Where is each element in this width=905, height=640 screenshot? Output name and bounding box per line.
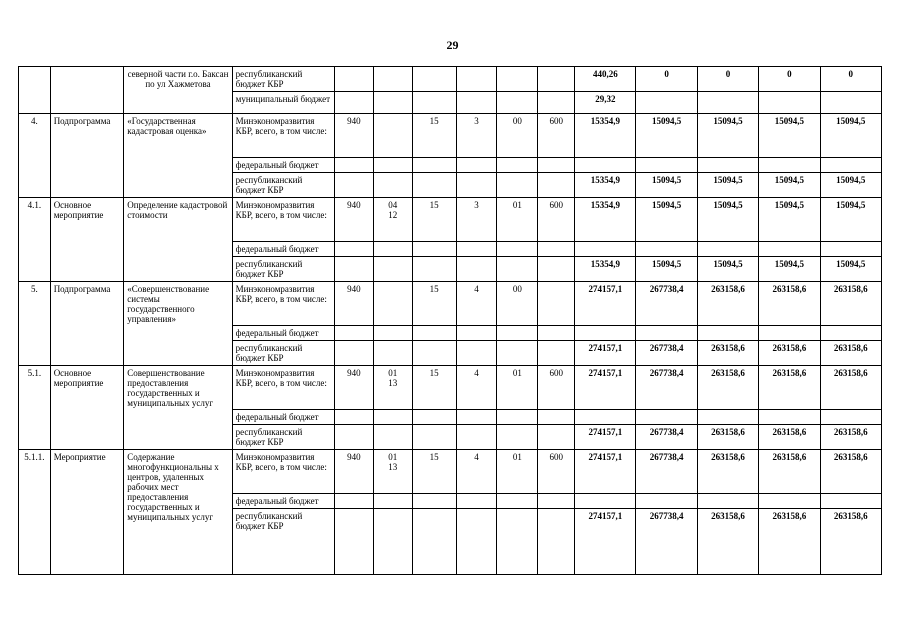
responsible-source: федеральный бюджет bbox=[232, 494, 334, 509]
table-row bbox=[19, 114, 882, 158]
year4-value bbox=[759, 494, 820, 509]
item-number: 5.1. bbox=[19, 366, 51, 450]
year2-value: 267738,4 bbox=[636, 282, 697, 326]
grbs-cell bbox=[334, 173, 373, 198]
responsible-source: республиканский бюджет КБР bbox=[232, 509, 334, 575]
year4-value: 263158,6 bbox=[759, 366, 820, 410]
year2-value: 15094,5 bbox=[636, 257, 697, 282]
om-cell bbox=[497, 509, 538, 575]
gp-cell bbox=[412, 341, 456, 366]
grbs-cell bbox=[334, 341, 373, 366]
budget-table bbox=[18, 66, 882, 575]
year4-value: 15094,5 bbox=[759, 173, 820, 198]
item-name: северной части г.о. Баксан по ул Хажметова bbox=[124, 67, 232, 114]
gp-cell bbox=[412, 173, 456, 198]
vr-cell: 600 bbox=[538, 366, 575, 410]
om-cell bbox=[497, 92, 538, 114]
year1-value bbox=[575, 410, 636, 425]
grbs-cell bbox=[334, 509, 373, 575]
responsible-source: федеральный бюджет bbox=[232, 242, 334, 257]
year5-value: 0 bbox=[820, 67, 881, 92]
year1-value: 15354,9 bbox=[575, 257, 636, 282]
year1-value: 274157,1 bbox=[575, 366, 636, 410]
page-number: 29 bbox=[446, 38, 459, 52]
year2-value bbox=[636, 158, 697, 173]
responsible-source: республиканский бюджет КБР bbox=[232, 341, 334, 366]
vr-cell bbox=[538, 282, 575, 326]
year5-value: 15094,5 bbox=[820, 173, 881, 198]
rzpr-cell bbox=[373, 341, 412, 366]
year3-value bbox=[697, 410, 758, 425]
year4-value bbox=[759, 158, 820, 173]
pgp-cell bbox=[456, 410, 497, 425]
table-row bbox=[19, 450, 882, 494]
rzpr-cell bbox=[373, 158, 412, 173]
year3-value bbox=[697, 242, 758, 257]
year2-value bbox=[636, 92, 697, 114]
pgp-cell bbox=[456, 67, 497, 92]
year3-value: 263158,6 bbox=[697, 366, 758, 410]
year1-value: 274157,1 bbox=[575, 341, 636, 366]
rzpr-cell bbox=[373, 114, 412, 158]
rzpr-cell: 04 12 bbox=[373, 198, 412, 242]
om-cell bbox=[497, 494, 538, 509]
year1-value bbox=[575, 326, 636, 341]
year1-value: 274157,1 bbox=[575, 450, 636, 494]
pgp-cell: 4 bbox=[456, 366, 497, 410]
item-type: Основное мероприятие bbox=[50, 198, 124, 282]
gp-cell bbox=[412, 425, 456, 450]
pgp-cell bbox=[456, 92, 497, 114]
year5-value: 15094,5 bbox=[820, 257, 881, 282]
pgp-cell bbox=[456, 425, 497, 450]
grbs-cell bbox=[334, 92, 373, 114]
year5-value: 263158,6 bbox=[820, 366, 881, 410]
table-row bbox=[19, 198, 882, 242]
vr-cell bbox=[538, 242, 575, 257]
year2-value: 267738,4 bbox=[636, 509, 697, 575]
responsible-source: республиканский бюджет КБР bbox=[232, 257, 334, 282]
year2-value bbox=[636, 326, 697, 341]
year2-value: 267738,4 bbox=[636, 450, 697, 494]
year2-value bbox=[636, 494, 697, 509]
vr-cell bbox=[538, 494, 575, 509]
rzpr-cell bbox=[373, 425, 412, 450]
pgp-cell bbox=[456, 326, 497, 341]
rzpr-cell bbox=[373, 67, 412, 92]
year1-value: 274157,1 bbox=[575, 425, 636, 450]
rzpr-cell bbox=[373, 509, 412, 575]
responsible-source: муниципальный бюджет bbox=[232, 92, 334, 114]
item-name: «Государственная кадастровая оценка» bbox=[124, 114, 232, 198]
year3-value: 263158,6 bbox=[697, 509, 758, 575]
grbs-cell bbox=[334, 158, 373, 173]
om-cell bbox=[497, 341, 538, 366]
gp-cell bbox=[412, 410, 456, 425]
year5-value bbox=[820, 242, 881, 257]
gp-cell: 15 bbox=[412, 450, 456, 494]
item-name: Совершенствование предоставления государственных и муниципальных услуг bbox=[124, 366, 232, 450]
om-cell bbox=[497, 158, 538, 173]
year5-value bbox=[820, 410, 881, 425]
gp-cell bbox=[412, 494, 456, 509]
year2-value bbox=[636, 410, 697, 425]
item-name: «Совершенствование системы государственного управления» bbox=[124, 282, 232, 366]
year1-value: 440,26 bbox=[575, 67, 636, 92]
year4-value: 263158,6 bbox=[759, 509, 820, 575]
responsible-source: Минэкономразвития КБР, всего, в том числе: bbox=[232, 114, 334, 158]
year5-value: 15094,5 bbox=[820, 114, 881, 158]
pgp-cell: 4 bbox=[456, 282, 497, 326]
year4-value bbox=[759, 92, 820, 114]
vr-cell: 600 bbox=[538, 450, 575, 494]
year3-value: 263158,6 bbox=[697, 425, 758, 450]
responsible-source: федеральный бюджет bbox=[232, 158, 334, 173]
gp-cell bbox=[412, 67, 456, 92]
grbs-cell: 940 bbox=[334, 282, 373, 326]
year1-value: 15354,9 bbox=[575, 114, 636, 158]
year5-value: 263158,6 bbox=[820, 282, 881, 326]
table-body bbox=[19, 67, 882, 575]
year4-value: 15094,5 bbox=[759, 257, 820, 282]
vr-cell: 600 bbox=[538, 198, 575, 242]
vr-cell bbox=[538, 425, 575, 450]
om-cell: 00 bbox=[497, 114, 538, 158]
responsible-source: Минэкономразвития КБР, всего, в том числе: bbox=[232, 366, 334, 410]
vr-cell bbox=[538, 326, 575, 341]
year3-value bbox=[697, 326, 758, 341]
year5-value bbox=[820, 92, 881, 114]
year3-value: 263158,6 bbox=[697, 282, 758, 326]
pgp-cell: 3 bbox=[456, 198, 497, 242]
responsible-source: республиканский бюджет КБР bbox=[232, 67, 334, 92]
item-type: Мероприятие bbox=[50, 450, 124, 575]
item-name: Определение кадастровой стоимости bbox=[124, 198, 232, 282]
year4-value: 263158,6 bbox=[759, 341, 820, 366]
om-cell bbox=[497, 326, 538, 341]
table-row bbox=[19, 282, 882, 326]
gp-cell bbox=[412, 257, 456, 282]
year2-value: 15094,5 bbox=[636, 173, 697, 198]
pgp-cell bbox=[456, 257, 497, 282]
year2-value: 15094,5 bbox=[636, 198, 697, 242]
pgp-cell bbox=[456, 242, 497, 257]
gp-cell: 15 bbox=[412, 198, 456, 242]
om-cell: 00 bbox=[497, 282, 538, 326]
item-type: Основное мероприятие bbox=[50, 366, 124, 450]
year3-value: 15094,5 bbox=[697, 257, 758, 282]
responsible-source: федеральный бюджет bbox=[232, 410, 334, 425]
year1-value: 29,32 bbox=[575, 92, 636, 114]
item-type: Подпрограмма bbox=[50, 114, 124, 198]
year1-value bbox=[575, 242, 636, 257]
year3-value: 263158,6 bbox=[697, 341, 758, 366]
grbs-cell: 940 bbox=[334, 366, 373, 410]
item-type: Подпрограмма bbox=[50, 282, 124, 366]
gp-cell bbox=[412, 92, 456, 114]
year4-value: 263158,6 bbox=[759, 425, 820, 450]
year5-value: 263158,6 bbox=[820, 425, 881, 450]
item-number: 5. bbox=[19, 282, 51, 366]
year4-value bbox=[759, 326, 820, 341]
year2-value: 267738,4 bbox=[636, 425, 697, 450]
grbs-cell bbox=[334, 494, 373, 509]
year4-value: 15094,5 bbox=[759, 114, 820, 158]
om-cell bbox=[497, 67, 538, 92]
rzpr-cell bbox=[373, 242, 412, 257]
responsible-source: Минэкономразвития КБР, всего, в том числе: bbox=[232, 450, 334, 494]
year1-value: 15354,9 bbox=[575, 198, 636, 242]
year2-value: 0 bbox=[636, 67, 697, 92]
year2-value: 267738,4 bbox=[636, 366, 697, 410]
item-number bbox=[19, 67, 51, 114]
grbs-cell bbox=[334, 425, 373, 450]
vr-cell bbox=[538, 509, 575, 575]
item-name: Содержание многофункциональны х центров, удаленных рабочих мест предоставления государственных и муниципальных услуг bbox=[124, 450, 232, 575]
gp-cell: 15 bbox=[412, 282, 456, 326]
grbs-cell: 940 bbox=[334, 114, 373, 158]
year5-value bbox=[820, 158, 881, 173]
om-cell bbox=[497, 257, 538, 282]
grbs-cell: 940 bbox=[334, 450, 373, 494]
om-cell bbox=[497, 173, 538, 198]
year4-value: 0 bbox=[759, 67, 820, 92]
year1-value bbox=[575, 494, 636, 509]
year1-value: 15354,9 bbox=[575, 173, 636, 198]
year5-value: 263158,6 bbox=[820, 509, 881, 575]
year3-value bbox=[697, 494, 758, 509]
year5-value: 263158,6 bbox=[820, 341, 881, 366]
responsible-source: республиканский бюджет КБР bbox=[232, 173, 334, 198]
vr-cell bbox=[538, 92, 575, 114]
pgp-cell: 4 bbox=[456, 450, 497, 494]
item-type bbox=[50, 67, 124, 114]
rzpr-cell: 01 13 bbox=[373, 450, 412, 494]
item-number: 4.1. bbox=[19, 198, 51, 282]
om-cell: 01 bbox=[497, 450, 538, 494]
grbs-cell bbox=[334, 410, 373, 425]
year3-value bbox=[697, 158, 758, 173]
vr-cell bbox=[538, 173, 575, 198]
year3-value: 15094,5 bbox=[697, 114, 758, 158]
pgp-cell bbox=[456, 158, 497, 173]
grbs-cell bbox=[334, 257, 373, 282]
rzpr-cell bbox=[373, 282, 412, 326]
rzpr-cell bbox=[373, 410, 412, 425]
year1-value: 274157,1 bbox=[575, 509, 636, 575]
om-cell bbox=[497, 425, 538, 450]
rzpr-cell bbox=[373, 257, 412, 282]
year4-value bbox=[759, 242, 820, 257]
pgp-cell: 3 bbox=[456, 114, 497, 158]
gp-cell bbox=[412, 242, 456, 257]
year2-value bbox=[636, 242, 697, 257]
responsible-source: федеральный бюджет bbox=[232, 326, 334, 341]
pgp-cell bbox=[456, 341, 497, 366]
gp-cell: 15 bbox=[412, 114, 456, 158]
year4-value: 263158,6 bbox=[759, 450, 820, 494]
year3-value: 15094,5 bbox=[697, 198, 758, 242]
pgp-cell bbox=[456, 509, 497, 575]
vr-cell bbox=[538, 158, 575, 173]
item-number: 5.1.1. bbox=[19, 450, 51, 575]
table-row bbox=[19, 366, 882, 410]
year5-value bbox=[820, 494, 881, 509]
pgp-cell bbox=[456, 494, 497, 509]
gp-cell bbox=[412, 326, 456, 341]
vr-cell: 600 bbox=[538, 114, 575, 158]
responsible-source: республиканский бюджет КБР bbox=[232, 425, 334, 450]
year4-value: 263158,6 bbox=[759, 282, 820, 326]
year3-value: 15094,5 bbox=[697, 173, 758, 198]
grbs-cell: 940 bbox=[334, 198, 373, 242]
year3-value: 0 bbox=[697, 67, 758, 92]
year4-value: 15094,5 bbox=[759, 198, 820, 242]
rzpr-cell: 01 13 bbox=[373, 366, 412, 410]
om-cell: 01 bbox=[497, 198, 538, 242]
year5-value: 15094,5 bbox=[820, 198, 881, 242]
table-row bbox=[19, 67, 882, 92]
year3-value bbox=[697, 92, 758, 114]
rzpr-cell bbox=[373, 173, 412, 198]
year4-value bbox=[759, 410, 820, 425]
year1-value bbox=[575, 158, 636, 173]
year2-value: 15094,5 bbox=[636, 114, 697, 158]
grbs-cell bbox=[334, 242, 373, 257]
grbs-cell bbox=[334, 326, 373, 341]
gp-cell bbox=[412, 509, 456, 575]
responsible-source: Минэкономразвития КБР, всего, в том числе: bbox=[232, 198, 334, 242]
om-cell bbox=[497, 410, 538, 425]
vr-cell bbox=[538, 410, 575, 425]
rzpr-cell bbox=[373, 326, 412, 341]
item-number: 4. bbox=[19, 114, 51, 198]
vr-cell bbox=[538, 67, 575, 92]
pgp-cell bbox=[456, 173, 497, 198]
year3-value: 263158,6 bbox=[697, 450, 758, 494]
grbs-cell bbox=[334, 67, 373, 92]
year5-value: 263158,6 bbox=[820, 450, 881, 494]
responsible-source: Минэкономразвития КБР, всего, в том числе: bbox=[232, 282, 334, 326]
year2-value: 267738,4 bbox=[636, 341, 697, 366]
vr-cell bbox=[538, 341, 575, 366]
vr-cell bbox=[538, 257, 575, 282]
year1-value: 274157,1 bbox=[575, 282, 636, 326]
om-cell bbox=[497, 242, 538, 257]
gp-cell bbox=[412, 158, 456, 173]
year5-value bbox=[820, 326, 881, 341]
rzpr-cell bbox=[373, 92, 412, 114]
om-cell: 01 bbox=[497, 366, 538, 410]
gp-cell: 15 bbox=[412, 366, 456, 410]
rzpr-cell bbox=[373, 494, 412, 509]
